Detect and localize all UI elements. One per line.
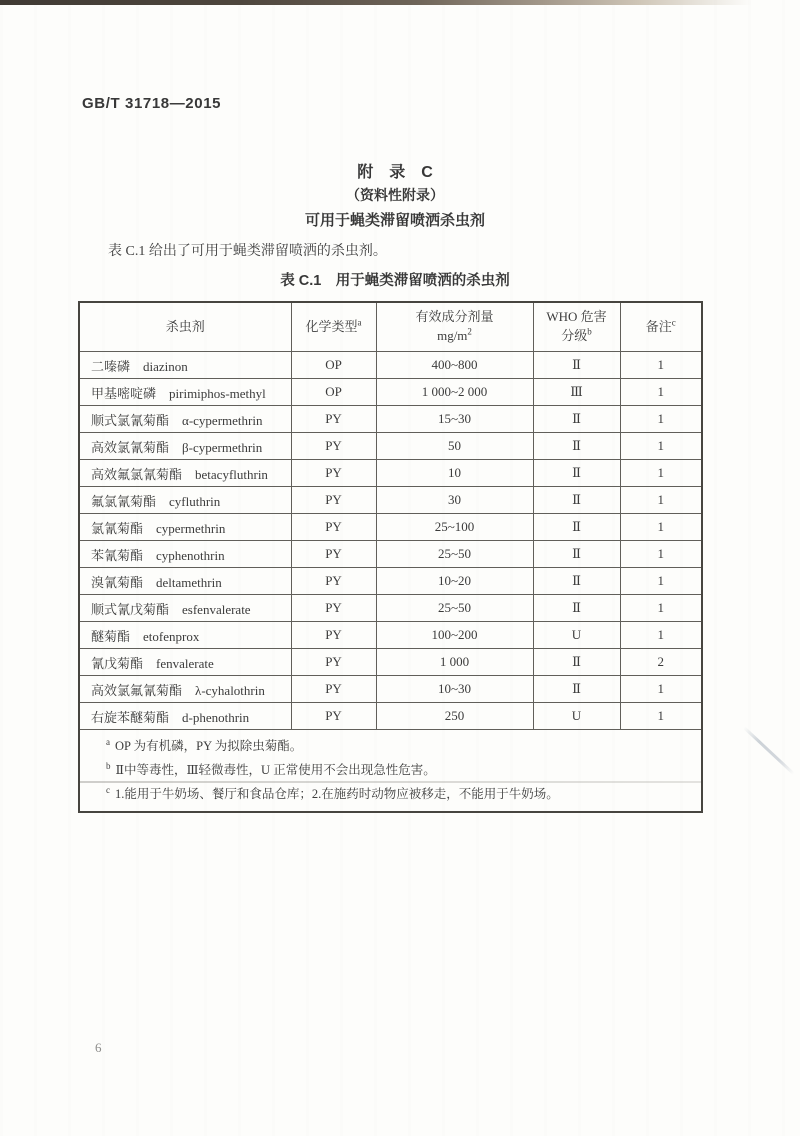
cell-insecticide-name [79, 433, 291, 460]
cell-who-class: U [533, 622, 620, 649]
table-row [79, 622, 702, 649]
footnotes-cell [79, 730, 702, 813]
cell-dose: 10~20 [376, 568, 533, 595]
cell-who-class: Ⅱ [533, 514, 620, 541]
cell-note: 1 [620, 595, 702, 622]
table-row [79, 379, 702, 406]
col-header-notes-label: 备注 [645, 318, 672, 334]
col-header-who-line2 [535, 327, 619, 346]
footnote-a-text: OP 为有机磷，PY 为拟除虫菊酯。 [115, 739, 303, 753]
table-row [79, 433, 702, 460]
cell-who-class: Ⅱ [533, 676, 620, 703]
intro-paragraph: 表 C.1 给出了可用于蝇类滞留喷洒的杀虫剂。 [108, 244, 387, 259]
cell-chemical-type: PY [291, 514, 376, 541]
superscript-2: 2 [467, 326, 472, 337]
cell-dose: 25~100 [376, 514, 533, 541]
insecticide-name-cn: 溴氰菊酯 [91, 574, 144, 590]
insecticide-name-en: cyfluthrin [169, 493, 221, 509]
insecticide-name-en: d-phenothrin [182, 709, 250, 725]
insecticide-name-cn: 右旋苯醚菊酯 [91, 709, 170, 725]
cell-chemical-type: PY [291, 595, 376, 622]
cell-chemical-type: OP [291, 352, 376, 379]
footnotes-row [79, 730, 702, 813]
insecticide-name-en: cyphenothrin [156, 547, 225, 563]
table-row [79, 406, 702, 433]
page-number: 6 [95, 1040, 102, 1055]
cell-dose: 50 [376, 433, 533, 460]
insecticide-name-en: λ-cyhalothrin [195, 682, 265, 698]
cell-note: 1 [620, 352, 702, 379]
insecticide-name-cn: 高效氟氯氰菊酯 [91, 466, 183, 482]
table-row [79, 676, 702, 703]
cell-dose: 1 000~2 000 [376, 379, 533, 406]
cell-who-class: Ⅱ [533, 595, 620, 622]
footnote-b-marker: b [106, 760, 111, 771]
cell-insecticide-name [79, 703, 291, 730]
insecticide-name-en: esfenvalerate [182, 601, 251, 617]
scan-edge-artifact [0, 0, 800, 5]
cell-who-class: Ⅲ [533, 379, 620, 406]
who-class-label: 分级 [561, 328, 588, 343]
cell-insecticide-name [79, 406, 291, 433]
scan-shadow-artifact [80, 781, 701, 783]
cell-dose: 100~200 [376, 622, 533, 649]
cell-dose: 25~50 [376, 595, 533, 622]
insecticide-name-cn: 氰戊菊酯 [91, 655, 144, 671]
insecticide-name-cn: 二嗪磷 [91, 358, 131, 374]
col-header-insecticide [79, 302, 291, 352]
cell-who-class: Ⅱ [533, 433, 620, 460]
insecticide-name-cn: 氯氰菊酯 [91, 520, 144, 536]
insecticide-table [78, 301, 703, 813]
table-row [79, 352, 702, 379]
superscript-a: a [357, 317, 362, 328]
col-header-dose-line2 [378, 327, 532, 346]
footnote-b-text: Ⅱ中等毒性，Ⅲ轻微毒性，U 正常使用不会出现急性危害。 [115, 763, 436, 777]
insecticide-name-en: fenvalerate [156, 655, 214, 671]
standard-number: GB/T 31718—2015 [82, 95, 222, 112]
insecticide-name-en: diazinon [143, 358, 188, 374]
cell-insecticide-name [79, 514, 291, 541]
cell-insecticide-name [79, 622, 291, 649]
table-row [79, 541, 702, 568]
appendix-heading: 可用于蝇类滞留喷洒杀虫剂 [304, 212, 485, 229]
cell-dose: 10~30 [376, 676, 533, 703]
pen-mark-artifact [743, 726, 795, 775]
col-header-who-line1: WHO 危害 [546, 309, 607, 325]
footnote-c-marker: c [106, 784, 110, 795]
cell-dose: 25~50 [376, 541, 533, 568]
cell-note: 1 [620, 703, 702, 730]
cell-chemical-type: PY [291, 541, 376, 568]
cell-note: 1 [620, 676, 702, 703]
cell-chemical-type: PY [291, 406, 376, 433]
cell-note: 1 [620, 406, 702, 433]
table-row [79, 460, 702, 487]
insecticide-name-cn: 高效氯氰菊酯 [91, 439, 170, 455]
cell-who-class: Ⅱ [533, 352, 620, 379]
cell-dose: 1 000 [376, 649, 533, 676]
footnote-b [106, 758, 691, 782]
table-caption: 表 C.1 用于蝇类滞留喷洒的杀虫剂 [280, 273, 510, 289]
cell-who-class: Ⅱ [533, 541, 620, 568]
cell-dose: 250 [376, 703, 533, 730]
cell-note: 1 [620, 379, 702, 406]
cell-chemical-type: OP [291, 379, 376, 406]
insecticide-name-en: deltamethrin [156, 574, 222, 590]
cell-chemical-type: PY [291, 433, 376, 460]
cell-chemical-type: PY [291, 622, 376, 649]
dose-unit: mg/m [437, 328, 468, 343]
col-header-insecticide-label: 杀虫剂 [165, 318, 205, 334]
cell-insecticide-name [79, 352, 291, 379]
cell-note: 1 [620, 568, 702, 595]
cell-who-class: Ⅱ [533, 406, 620, 433]
cell-insecticide-name [79, 568, 291, 595]
table-row [79, 595, 702, 622]
cell-insecticide-name [79, 595, 291, 622]
cell-note: 1 [620, 460, 702, 487]
cell-insecticide-name [79, 487, 291, 514]
footnote-c [106, 782, 691, 806]
cell-who-class: Ⅱ [533, 460, 620, 487]
cell-chemical-type: PY [291, 487, 376, 514]
table-row [79, 487, 702, 514]
cell-insecticide-name [79, 460, 291, 487]
footnote-a-marker: a [106, 736, 110, 747]
insecticide-name-cn: 顺式氯氰菊酯 [91, 412, 170, 428]
cell-note: 1 [620, 514, 702, 541]
footnote-a [106, 734, 691, 758]
insecticide-name-en: betacyfluthrin [195, 466, 268, 482]
appendix-title: 附 录 C [357, 164, 433, 181]
cell-insecticide-name [79, 676, 291, 703]
cell-chemical-type: PY [291, 649, 376, 676]
cell-who-class: U [533, 703, 620, 730]
col-header-notes [620, 302, 702, 352]
cell-who-class: Ⅱ [533, 649, 620, 676]
col-header-chemical-type [291, 302, 376, 352]
appendix-subtitle: （资料性附录） [346, 187, 444, 203]
col-header-dose-line1: 有效成分剂量 [415, 309, 494, 325]
cell-dose: 15~30 [376, 406, 533, 433]
cell-chemical-type: PY [291, 568, 376, 595]
insecticide-name-en: β-cypermethrin [182, 439, 263, 455]
insecticide-name-en: pirimiphos-methyl [169, 385, 266, 401]
cell-note: 1 [620, 622, 702, 649]
insecticide-name-en: α-cypermethrin [182, 412, 263, 428]
cell-insecticide-name [79, 379, 291, 406]
insecticide-name-cn: 高效氯氟氰菊酯 [91, 682, 183, 698]
cell-dose: 30 [376, 487, 533, 514]
col-header-dose [376, 302, 533, 352]
col-header-who-class [533, 302, 620, 352]
cell-note: 1 [620, 487, 702, 514]
cell-who-class: Ⅱ [533, 568, 620, 595]
superscript-c: c [671, 317, 676, 328]
insecticide-name-cn: 苯氰菊酯 [91, 547, 144, 563]
insecticide-name-en: cypermethrin [156, 520, 226, 536]
cell-insecticide-name [79, 649, 291, 676]
col-header-chemical-type-label: 化学类型 [305, 318, 358, 334]
cell-dose: 400~800 [376, 352, 533, 379]
insecticide-name-cn: 醚菊酯 [91, 628, 131, 644]
insecticide-name-cn: 顺式氰戊菊酯 [91, 601, 170, 617]
insecticide-name-cn: 甲基嘧啶磷 [91, 385, 157, 401]
cell-dose: 10 [376, 460, 533, 487]
footnote-c-text: 1.能用于牛奶场、餐厅和食品仓库；2.在施药时动物应被移走，不能用于牛奶场。 [115, 787, 559, 801]
cell-note: 1 [620, 433, 702, 460]
table-row [79, 514, 702, 541]
cell-who-class: Ⅱ [533, 487, 620, 514]
cell-chemical-type: PY [291, 460, 376, 487]
cell-note: 2 [620, 649, 702, 676]
table-row [79, 703, 702, 730]
table-row [79, 649, 702, 676]
cell-note: 1 [620, 541, 702, 568]
cell-chemical-type: PY [291, 703, 376, 730]
insecticide-name-cn: 氟氯氰菊酯 [91, 493, 157, 509]
table-row [79, 568, 702, 595]
table-header-row [79, 302, 702, 352]
cell-chemical-type: PY [291, 676, 376, 703]
superscript-b: b [587, 326, 592, 337]
insecticide-name-en: etofenprox [143, 628, 200, 644]
cell-insecticide-name [79, 541, 291, 568]
